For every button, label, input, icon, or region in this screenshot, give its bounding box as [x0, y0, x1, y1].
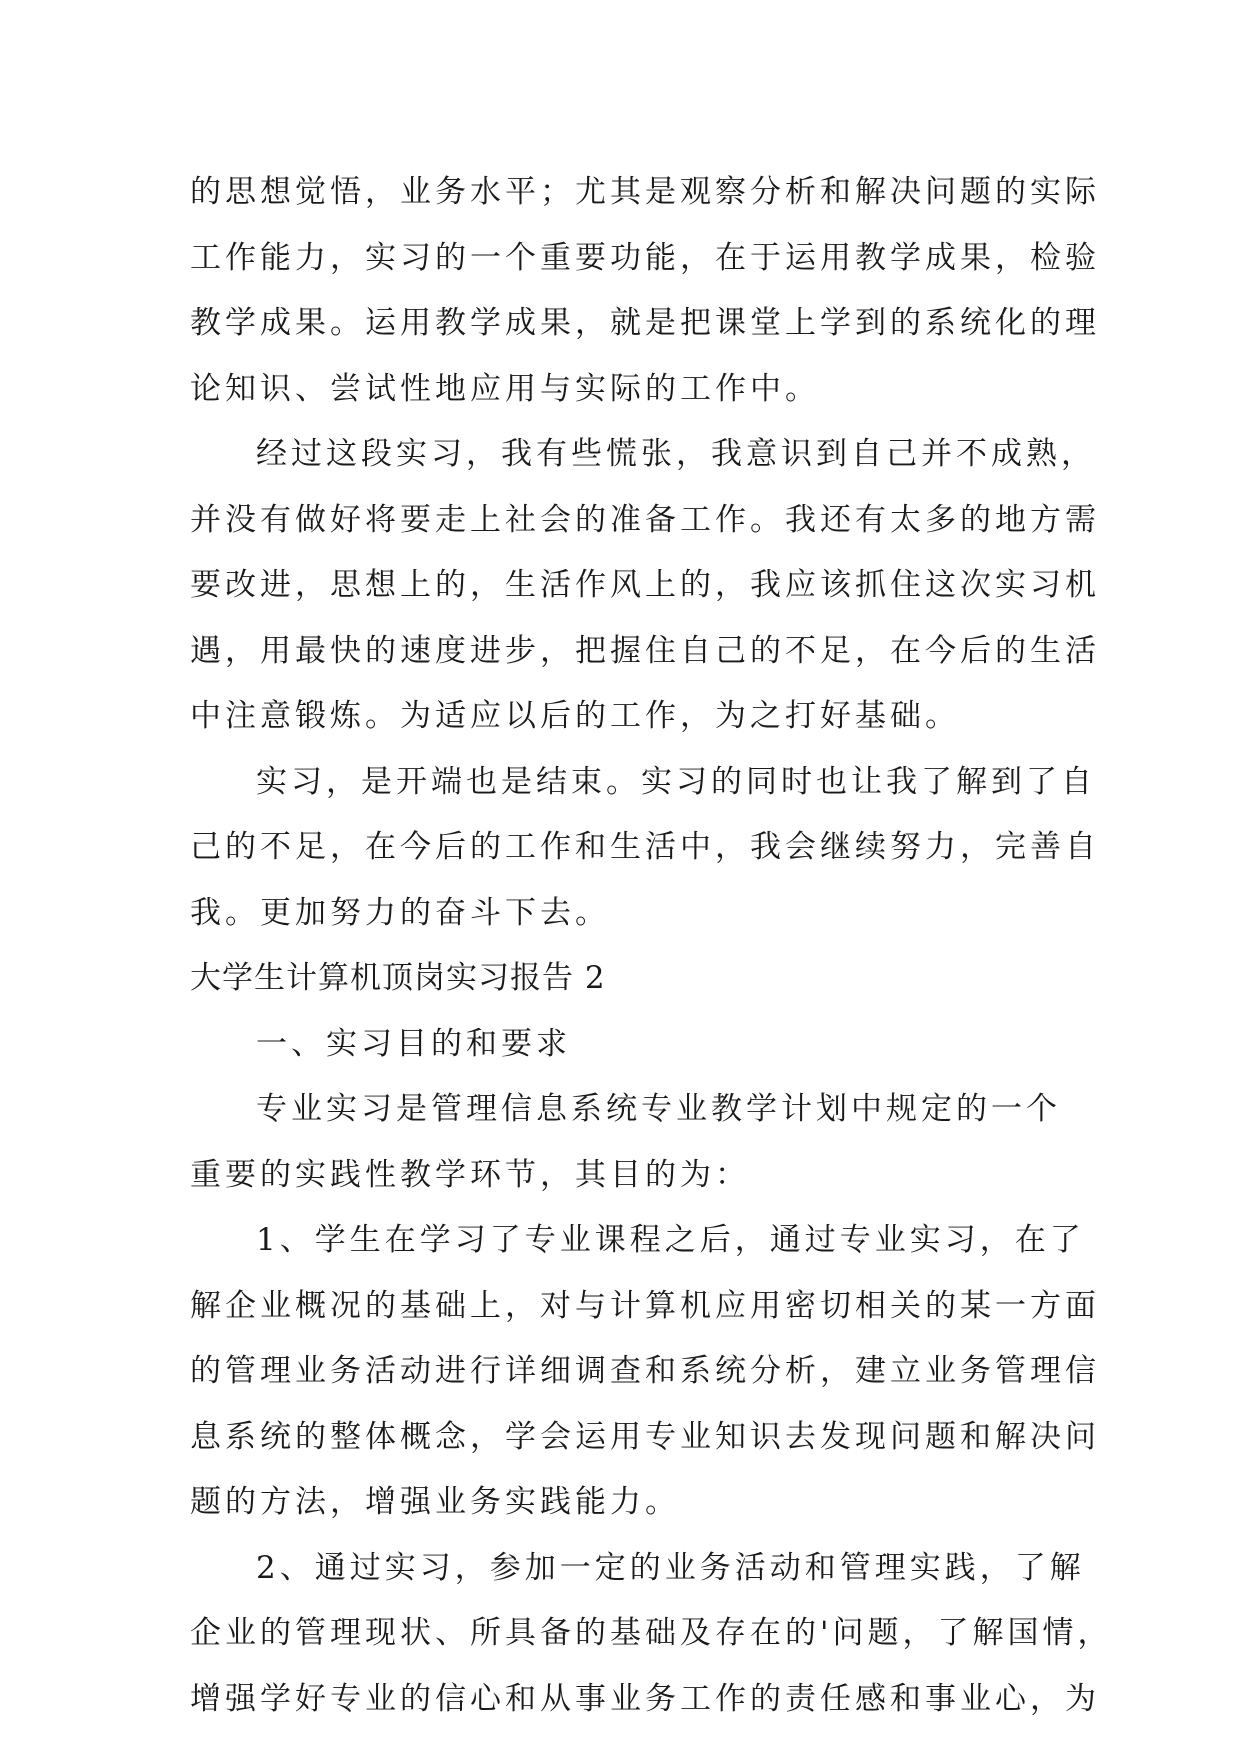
- text-line: 解企业概况的基础上，对与计算机应用密切相关的某一方面: [190, 1287, 1100, 1324]
- text-line: 工作能力，实习的一个重要功能，在于运用教学成果，检验: [190, 239, 1100, 276]
- paragraph-start-line: 2、通过实习，参加一定的业务活动和管理实践，了解: [256, 1549, 1085, 1586]
- text-line: 息系统的整体概念，学会运用专业知识去发现问题和解决问: [190, 1418, 1100, 1455]
- text-line: 遇，用最快的速度进步，把握住自己的不足，在今后的生活: [190, 632, 1100, 669]
- text-line: 己的不足，在今后的工作和生活中，我会继续努力，完善自: [190, 829, 1100, 865]
- text-line: 题的方法，增强业务实践能力。: [190, 1484, 680, 1520]
- document-body: [190, 160, 1113, 1732]
- text-line: 的管理业务活动进行详细调查和系统分析，建立业务管理信: [190, 1353, 1100, 1389]
- text-line: 并没有做好将要走上社会的准备工作。我还有太多的地方需: [190, 501, 1100, 538]
- text-line: 的思想觉悟，业务水平；尤其是观察分析和解决问题的实际: [190, 174, 1100, 210]
- paragraph-start-line: 1、学生在学习了专业课程之后，通过专业实习，在了: [256, 1222, 1085, 1258]
- text-line: 中注意锻炼。为适应以后的工作，为之打好基础。: [190, 698, 960, 734]
- text-line: 增强学好专业的信心和从事业务工作的责任感和事业心，为: [190, 1680, 1100, 1717]
- text-line: 企业的管理现状、所具备的基础及存在的'问题，了解国情，: [190, 1615, 1113, 1651]
- text-line: 论知识、尝试性地应用与实际的工作中。: [190, 370, 820, 407]
- text-line: 我。更加努力的奋斗下去。: [190, 894, 610, 931]
- subsection-heading: 一、实习目的和要求: [256, 1025, 571, 1062]
- section-heading: 大学生计算机顶岗实习报告 2: [190, 960, 606, 996]
- paragraph-start-line: 实习，是开端也是结束。实习的同时也让我了解到了自: [256, 763, 1096, 800]
- text-line: 要改进，思想上的，生活作风上的，我应该抓住这次实习机: [190, 567, 1100, 603]
- paragraph-start-line: 专业实习是管理信息系统专业教学计划中规定的一个: [256, 1091, 1061, 1127]
- text-line: 教学成果。运用教学成果，就是把课堂上学到的系统化的理: [190, 305, 1100, 341]
- paragraph-start-line: 经过这段实习，我有些慌张，我意识到自己并不成熟，: [256, 436, 1096, 472]
- text-line: 重要的实践性教学环节，其目的为：: [190, 1156, 750, 1193]
